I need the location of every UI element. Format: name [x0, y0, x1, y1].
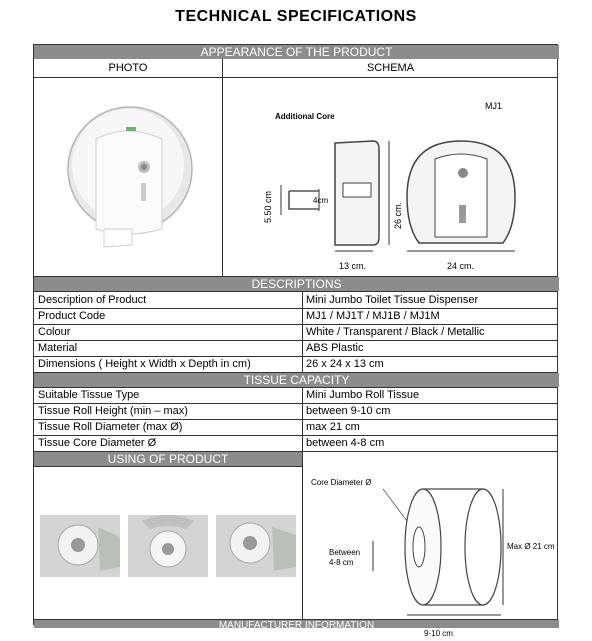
height-label: 26 cm. — [393, 201, 403, 229]
spec-value: max 21 cm — [306, 421, 360, 433]
spec-value: ABS Plastic — [306, 342, 364, 354]
height-range-label: 9-10 cm — [424, 629, 453, 638]
additional-core-label: Additional Core — [275, 112, 335, 121]
roll-diagram — [303, 467, 559, 617]
depth-label: 13 cm. — [339, 261, 367, 271]
core-between-label: Between — [329, 548, 361, 557]
page-title: TECHNICAL SPECIFICATIONS — [175, 8, 417, 25]
spec-label: Colour — [38, 326, 71, 338]
usage-photo — [128, 515, 208, 577]
spec-value: MJ1 / MJ1T / MJ1B / MJ1M — [306, 310, 440, 322]
appearance-header: APPEARANCE OF THE PRODUCT — [34, 45, 559, 59]
max-diameter-label: Max Ø 21 cm — [507, 542, 555, 551]
spec-label: Suitable Tissue Type — [38, 389, 140, 401]
spec-sheet — [33, 44, 558, 638]
tissue-capacity-header: TISSUE CAPACITY — [34, 373, 559, 387]
spec-label: Product Code — [38, 310, 106, 322]
spec-label: Tissue Roll Height (min – max) — [38, 405, 188, 417]
spec-label: Tissue Core Diameter Ø — [38, 437, 157, 449]
spec-label: Tissue Roll Diameter (max Ø) — [38, 421, 183, 433]
core-range-label: 4-8 cm — [329, 558, 354, 567]
spec-label: Dimensions ( Height x Width x Depth in cm) — [38, 358, 251, 370]
spec-label: Description of Product — [38, 294, 147, 306]
spec-value: Mini Jumbo Toilet Tissue Dispenser — [306, 294, 479, 306]
spec-value: Mini Jumbo Roll Tissue — [306, 389, 420, 401]
usage-photo — [216, 515, 296, 577]
usage-photo — [40, 515, 120, 577]
spec-label: Material — [38, 342, 78, 354]
photo-label: PHOTO — [108, 62, 148, 74]
core-diameter-label: Core Diameter Ø — [311, 478, 372, 487]
product-schema — [223, 79, 559, 275]
using-of-product-header: USING OF PRODUCT — [34, 452, 302, 466]
width-label: 24 cm. — [447, 261, 475, 271]
usage-photos — [34, 467, 302, 617]
spec-value: between 4-8 cm — [306, 437, 385, 449]
core-width-label: 4cm — [313, 196, 329, 205]
spec-value: between 9-10 cm — [306, 405, 391, 417]
schema-label: SCHEMA — [366, 62, 415, 74]
spec-value: 26 x 24 x 13 cm — [306, 358, 384, 370]
manufacturer-header: MANUFACTURER INFORMATION — [34, 620, 559, 628]
spec-value: White / Transparent / Black / Metallic — [306, 326, 485, 338]
schema-model: MJ1 — [485, 101, 503, 111]
core-height-label: 5.50 cm — [263, 190, 273, 223]
descriptions-header: DESCRIPTIONS — [34, 277, 559, 291]
product-photo — [34, 79, 222, 275]
